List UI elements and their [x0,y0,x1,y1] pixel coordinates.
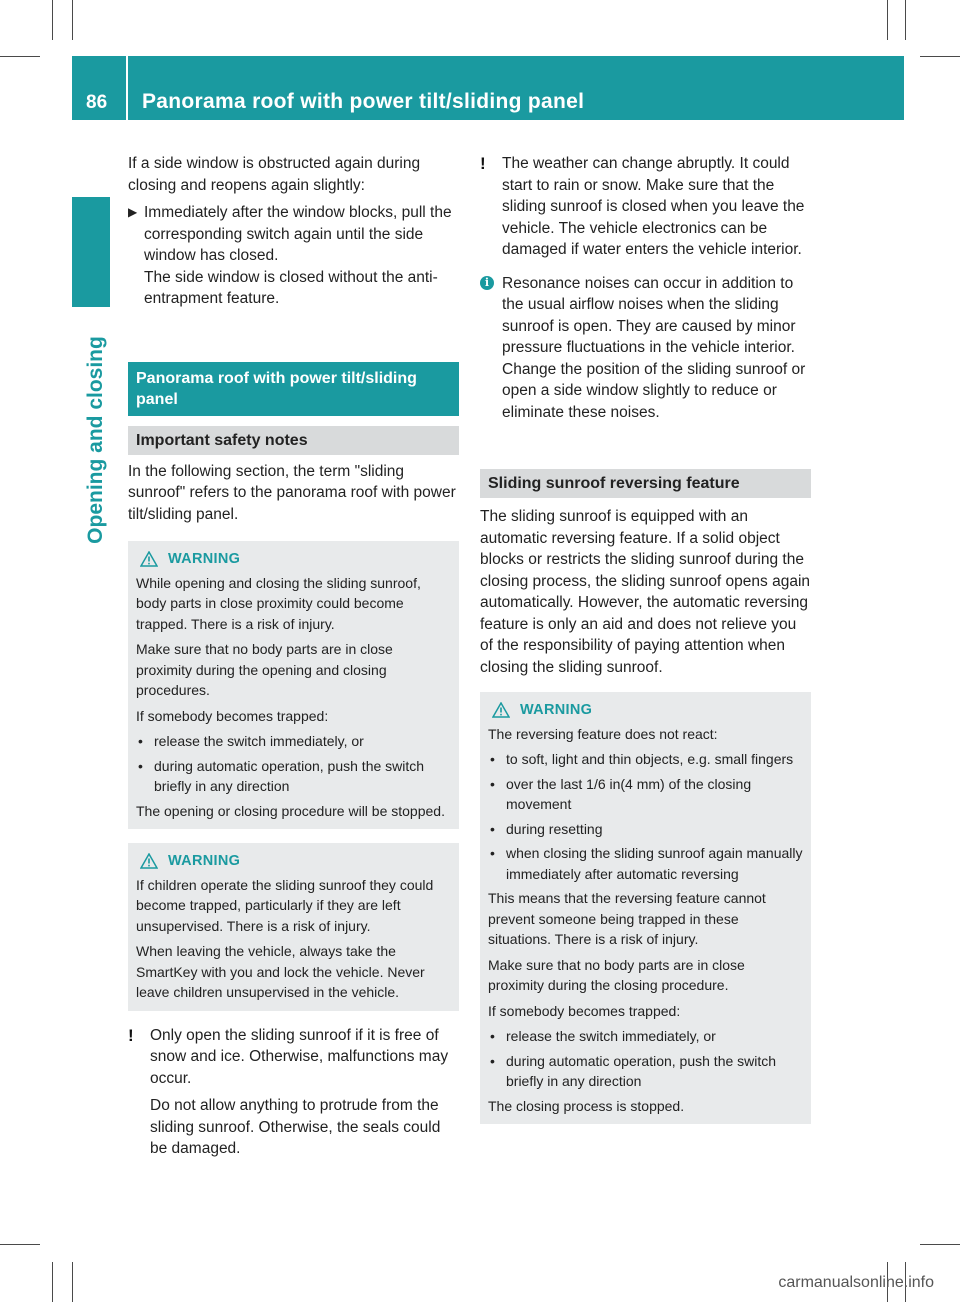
warning-label: WARNING [168,551,241,567]
list-item-text: to soft, light and thin objects, e.g. small fingers [506,751,794,767]
warning-triangle-icon [140,551,158,567]
bullet-icon: • [490,775,495,792]
warning-label: WARNING [520,702,593,718]
warning-box [128,541,459,829]
note-text: The weather can change abruptly. It could start to rain or snow. Make sure that the sliding sunroof is closed when you leave the vehicle. The vehicle electronics can be damaged if water enters the vehicle interior. [502,155,805,258]
list-item [488,1026,803,1047]
header-divider [126,56,128,120]
list-item [136,756,451,797]
crop-mark [52,1262,53,1302]
chapter-label [79,310,113,570]
intro-text: If a side window is obstructed again during closing and reopens again slightly: [128,155,421,194]
sub-heading: Important safety notes [128,426,459,455]
warning-text: When leaving the vehicle, always take the SmartKey with you and lock the vehicle. Never leave children unsupervised in the vehicle. [136,943,425,1000]
step-result: The side window is closed without the anti-entrapment feature. [144,268,438,307]
step-text: Immediately after the window blocks, pull the corresponding switch again until the side window has closed. [144,204,452,264]
crop-mark [0,1244,40,1245]
left-column [128,153,459,1172]
bullet-icon: • [490,1028,495,1044]
crop-mark [920,56,960,57]
warning-header [488,700,803,721]
note-text: Only open the sliding sunroof if it is free of snow and ice. Otherwise, malfunctions may occur. [150,1026,449,1087]
chapter-tab [72,197,110,307]
list-item-text: during automatic operation, push the switch briefly in any direction [506,1052,777,1089]
footer-watermark: carmanualsonline.info [778,1274,934,1291]
bullet-icon: • [490,751,495,767]
page-header [72,56,904,120]
warning-text: Make sure that no body parts are in close proximity during the closing procedure. [488,956,745,993]
bullet-icon: • [138,733,143,749]
list-item [488,819,803,840]
warning-text: If somebody becomes trapped: [136,707,329,724]
crop-mark [920,1244,960,1245]
list-item-text: release the switch immediately, or [506,1028,716,1044]
info-text: Resonance noises can occur in addition to the usual airflow noises when the sliding sunroof is open. They are caused by minor pressure fluctuations in the vehicle interior. Change the position of the sliding sunroof or open a side window slightly to reduce or eliminate these noises. [502,274,806,421]
warning-box [480,692,811,1124]
list-item [488,843,803,884]
warning-label: WARNING [168,853,241,869]
info-block [480,273,811,430]
right-column [480,153,811,1138]
crop-mark [887,0,888,40]
warning-header [136,549,451,570]
warning-text: If somebody becomes trapped: [488,1002,681,1019]
warning-text: While opening and closing the sliding sunroof, body parts in close proximity could become trapped. There is a risk of injury. [136,574,421,632]
warning-text: The reversing feature does not react: [488,725,718,742]
step-arrow-icon: ▶ [128,205,138,219]
note-text: Do not allow anything to protrude from the sliding sunroof. Otherwise, the seals could be damaged. [150,1097,441,1157]
bullet-icon: • [490,845,495,861]
list-item-text: during resetting [506,820,603,837]
warning-text: The closing process is stopped. [488,1097,685,1114]
page-number: 86 [86,92,108,113]
bullet-icon: • [138,757,143,774]
warning-header [136,851,451,872]
page-title: Panorama roof with power tilt/sliding panel [142,90,585,113]
crop-mark [0,56,40,57]
exclamation-icon: ! [480,154,486,173]
instruction-step [128,202,459,267]
exclamation-icon: ! [128,1025,134,1045]
warning-text: If children operate the sliding sunroof they could become trapped, particularly if they are left unsupervised. There is a risk of injury. [136,876,434,934]
warning-box [128,843,459,1011]
crop-mark [52,0,53,40]
bullet-icon: • [490,820,495,837]
warning-text: This means that the reversing feature cannot prevent someone being trapped in these situations. There is a risk of injury. [488,890,766,947]
crop-mark [72,0,73,40]
warning-text: Make sure that no body parts are in close proximity during the opening and closing procedures. [136,641,393,698]
crop-mark [905,0,906,40]
reversing-text: The sliding sunroof is equipped with an automatic reversing feature. If a solid object blocks or restricts the sliding sunroof during the closing process, the sliding sunroof opens again automatically. However, the automatic reversing feature is only an aid and does not relieve you of the responsibility of paying attention when closing the sliding sunroof. [480,508,811,676]
crop-mark [72,1262,73,1302]
warning-triangle-icon [140,853,158,869]
sub-heading: Sliding sunroof reversing feature [480,469,811,498]
list-item [488,749,803,770]
note-block [480,153,811,267]
list-item-text: release the switch immediately, or [154,733,364,749]
chapter-label-text: Opening and closing [84,336,107,544]
bullet-icon: • [490,1052,495,1069]
list-item [488,774,803,815]
list-item-text: during automatic operation, push the switch briefly in any direction [154,757,425,794]
list-item-text: over the last 1/6 in(4 mm) of the closing movement [506,775,752,812]
note-block [128,1025,459,1166]
list-item [136,731,451,752]
info-icon: i [480,276,494,290]
safety-intro: In the following section, the term "sliding sunroof" refers to the panorama roof with power tilt/sliding panel. [128,462,456,523]
warning-text: The opening or closing procedure will be stopped. [136,802,445,819]
list-item-text: when closing the sliding sunroof again manually immediately after automatic reversing [506,845,803,882]
section-heading: Panorama roof with power tilt/sliding panel [128,362,459,416]
list-item [488,1051,803,1092]
warning-triangle-icon [492,702,510,718]
